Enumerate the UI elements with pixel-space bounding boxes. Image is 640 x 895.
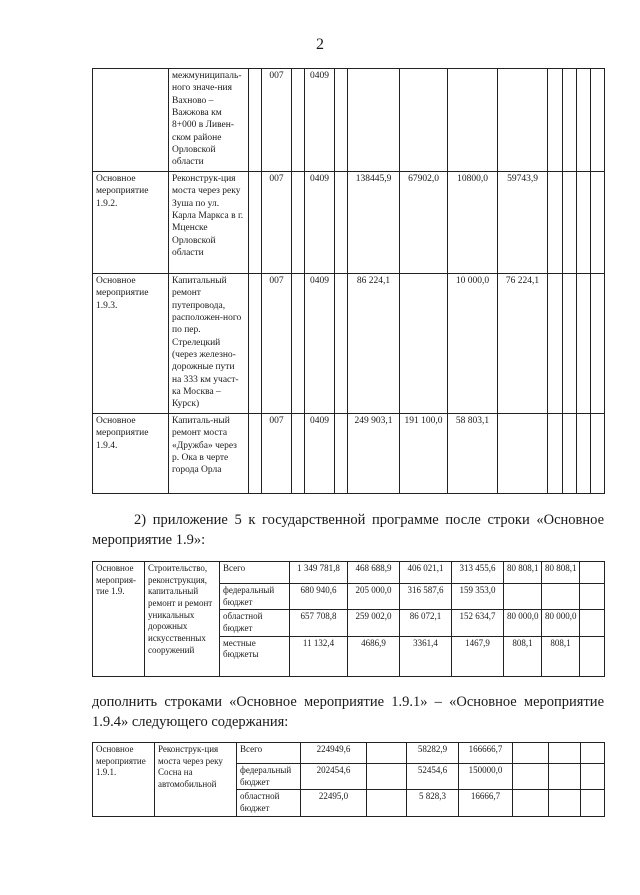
section-code: 0409 [305, 414, 335, 494]
value-cell: 808,1 [504, 636, 542, 676]
table-row [93, 414, 605, 494]
measure-name: Основное мероприятие 1.9.1. [93, 743, 155, 817]
value-cell: 4686,9 [348, 636, 400, 676]
value-4 [498, 69, 548, 172]
value-cell [513, 764, 549, 790]
page-number: 2 [316, 36, 324, 53]
funding-source: местные бюджеты [220, 636, 290, 676]
measure-description: межмуниципаль-ного значе-ния Вахново – Важжова км 8+000 в Ливен-ском районе Орловской области [169, 69, 249, 172]
funding-source: областной бюджет [220, 610, 290, 636]
table-row [93, 274, 605, 414]
value-3 [448, 69, 498, 172]
funding-source: Всего [237, 743, 301, 764]
value-3: 58 803,1 [448, 414, 498, 494]
grbs-code: 007 [262, 274, 292, 414]
value-cell: 3361,4 [400, 636, 452, 676]
funding-source: федеральный бюджет [237, 764, 301, 790]
value-cell: 406 021,1 [400, 562, 452, 584]
amendment-paragraph-1 [92, 510, 604, 550]
grbs-code: 007 [262, 69, 292, 172]
measure-description: Реконструк-ция моста через реку Сосна на автомобильной [155, 743, 237, 817]
value-cell: 316 587,6 [400, 584, 452, 610]
grbs-code: 007 [262, 172, 292, 274]
table-row [93, 69, 605, 172]
value-cell: 5 828,3 [407, 790, 459, 816]
measure-description: Капитальный ремонт путепровода, расположен-ного по пер. Стрелецкий (через железно-дорожные пути на 333 км участ-ка Москва – Курск) [169, 274, 249, 414]
paragraph-line: мероприятие 1.9»: [92, 532, 206, 548]
value-cell [513, 790, 549, 816]
value-cell: 80 808,1 [542, 562, 580, 584]
funding-source: федеральный бюджет [220, 584, 290, 610]
value-cell [549, 743, 581, 764]
value-cell: 80 000,0 [542, 610, 580, 636]
value-3: 10 000,0 [448, 274, 498, 414]
measure-name: Основное мероприя-тие 1.9. [93, 562, 145, 677]
value-cell: 150000,0 [459, 764, 513, 790]
measure-name: Основное мероприятие 1.9.2. [93, 172, 169, 274]
paragraph-line: 2) приложение 5 к государственной программе после строки «Основное [134, 512, 604, 528]
value-cell: 680 940,6 [290, 584, 348, 610]
grbs-code: 007 [262, 414, 292, 494]
value-cell [580, 636, 605, 676]
measure-1-9-1-table [92, 742, 605, 817]
value-cell: 657 708,8 [290, 610, 348, 636]
value-total: 138445,9 [348, 172, 400, 274]
funding-source: Всего [220, 562, 290, 584]
table-row [93, 172, 605, 274]
value-cell: 224949,6 [301, 743, 367, 764]
value-2: 191 100,0 [400, 414, 448, 494]
value-cell [581, 764, 605, 790]
value-cell: 80 808,1 [504, 562, 542, 584]
value-3: 10800,0 [448, 172, 498, 274]
value-cell: 11 132,4 [290, 636, 348, 676]
section-code: 0409 [305, 69, 335, 172]
value-cell: 1 349 781,8 [290, 562, 348, 584]
value-cell: 468 688,9 [348, 562, 400, 584]
value-cell: 159 353,0 [452, 584, 504, 610]
value-2 [400, 69, 448, 172]
paragraph-line: 1.9.4» следующего содержания: [92, 714, 289, 730]
section-code: 0409 [305, 274, 335, 414]
value-cell [542, 584, 580, 610]
value-cell: 152 634,7 [452, 610, 504, 636]
value-cell [513, 743, 549, 764]
measure-description: Капиталь-ный ремонт моста «Дружба» через р. Ока в черте города Орла [169, 414, 249, 494]
value-cell [367, 743, 407, 764]
value-4: 59743,9 [498, 172, 548, 274]
value-cell: 166666,7 [459, 743, 513, 764]
measure-name: Основное мероприятие 1.9.3. [93, 274, 169, 414]
table-row [93, 562, 605, 584]
value-cell [504, 584, 542, 610]
value-cell [549, 764, 581, 790]
value-cell: 22495,0 [301, 790, 367, 816]
value-cell [549, 790, 581, 816]
value-2 [400, 274, 448, 414]
value-cell: 86 072,1 [400, 610, 452, 636]
value-cell [581, 743, 605, 764]
measure-description: Реконструк-ция моста через реку Зуша по ул. Карла Маркса в г. Мценске Орловской области [169, 172, 249, 274]
measure-1-9-table [92, 561, 605, 677]
value-cell [367, 790, 407, 816]
value-cell: 16666,7 [459, 790, 513, 816]
amendment-paragraph-2 [92, 692, 604, 732]
value-cell: 80 000,0 [504, 610, 542, 636]
funding-source: областной бюджет [237, 790, 301, 816]
value-cell: 808,1 [542, 636, 580, 676]
measure-description: Строительство, реконструкция, капитальный ремонт и ремонт уникальных дорожных искусственных сооружений [145, 562, 220, 677]
value-4: 76 224,1 [498, 274, 548, 414]
value-total: 86 224,1 [348, 274, 400, 414]
paragraph-line: дополнить строками «Основное мероприятие 1.9.1» – «Основное мероприятие [92, 694, 604, 710]
value-cell: 205 000,0 [348, 584, 400, 610]
table-row [93, 743, 605, 764]
measures-table-top [92, 68, 605, 494]
value-cell: 58282,9 [407, 743, 459, 764]
value-total [348, 69, 400, 172]
section-code: 0409 [305, 172, 335, 274]
value-4 [498, 414, 548, 494]
value-cell [580, 610, 605, 636]
value-cell: 1467,9 [452, 636, 504, 676]
value-total: 249 903,1 [348, 414, 400, 494]
value-2: 67902,0 [400, 172, 448, 274]
value-cell: 202454,6 [301, 764, 367, 790]
value-cell: 313 455,6 [452, 562, 504, 584]
value-cell: 259 002,0 [348, 610, 400, 636]
value-cell [367, 764, 407, 790]
value-cell [581, 790, 605, 816]
measure-name [93, 69, 169, 172]
value-cell [580, 584, 605, 610]
value-cell [580, 562, 605, 584]
measure-name: Основное мероприятие 1.9.4. [93, 414, 169, 494]
value-cell: 52454,6 [407, 764, 459, 790]
